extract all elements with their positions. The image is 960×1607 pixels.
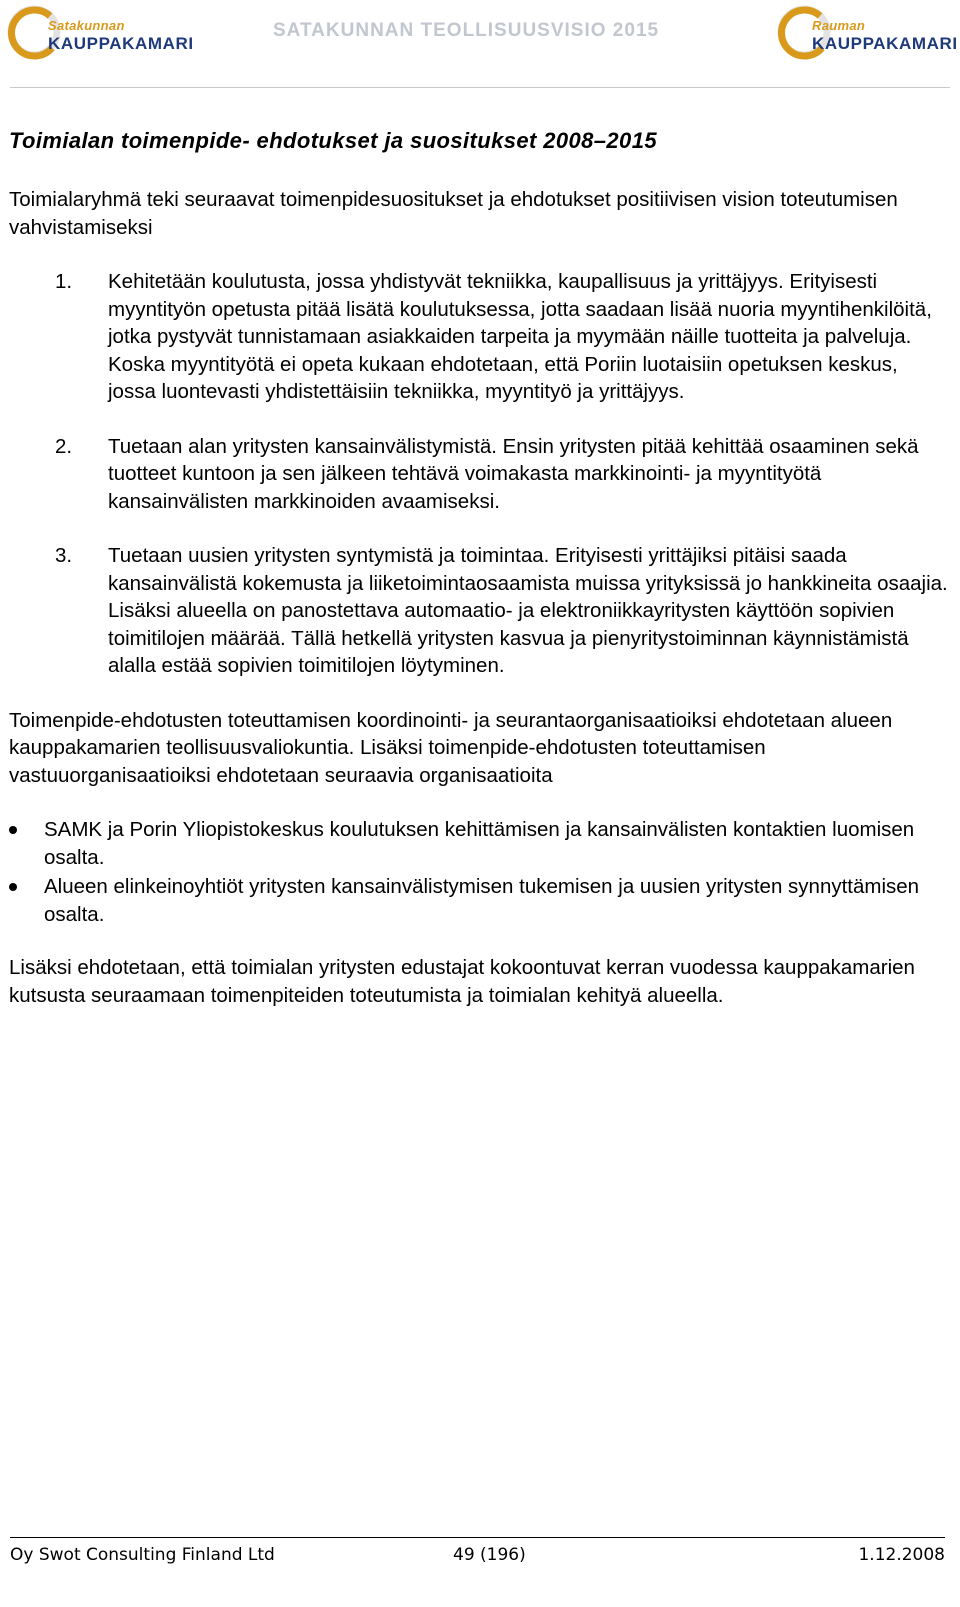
footer-date: 1.12.2008	[858, 1545, 945, 1565]
logo-top-word: Satakunnan	[48, 18, 125, 33]
recommendations-list	[9, 268, 949, 680]
list-item	[9, 542, 949, 680]
list-item-text: Kehitetään koulutusta, jossa yhdistyvät tekniikka, kaupallisuus ja yrittäjyys. Erityisesti myyntityön opetusta pitää lisätä koulutuksessa, jotta saadaan lisää nuoria myyntihenkilöitä, jotka pystyvät tunnistamaan asiakkaiden tarpeita ja myymään näille tuotteita ja palveluja. Koska myyntityötä ei opeta kukaan ehdotetaan, että Poriin luotaisiin opetuksen keskus, jossa luontevasti yhdistettäisiin tekniikka, myyntityö ja yrittäjyys.	[108, 270, 932, 403]
list-item-number: 1.	[55, 270, 73, 293]
page-footer	[10, 1545, 945, 1571]
bullet-icon	[9, 883, 17, 891]
bullet-text: Alueen elinkeinoyhtiöt yritysten kansainvälistymisen tukemisen ja uusien yritysten synnyttämisen osalta.	[44, 875, 920, 926]
rauman-kauppakamari-logo	[776, 4, 960, 60]
header-divider	[10, 87, 950, 88]
footer-divider	[10, 1537, 945, 1538]
list-item-number: 2.	[55, 434, 73, 458]
list-item	[9, 433, 949, 516]
satakunnan-kauppakamari-logo	[6, 4, 206, 60]
logo-main-word: KAUPPAKAMARI	[812, 34, 958, 53]
footer-page-number: 49 (196)	[453, 1545, 526, 1565]
section-heading: Toimialan toimenpide- ehdotukset ja suositukset 2008–2015	[9, 128, 657, 153]
list-item-text: Tuetaan uusien yritysten syntymistä ja toimintaa. Erityisesti yrittäjiksi pitäisi saada kansainvälistä kokemusta ja liiketoimintaosaamista muissa yrityksissä jo hankkineita osaajia. Lisäksi alueella on panostettava automaatio- ja elektroniikkayritysten käyttöön sopivien toimitilojen määrää. Tällä hetkellä yritysten kasvua ja pienyritystoiminnan käynnistämistä alalla estää sopivien toimitilojen löytyminen.	[108, 544, 948, 677]
list-item-number: 3.	[55, 544, 73, 567]
organisations-list	[9, 816, 949, 928]
closing-paragraph: Lisäksi ehdotetaan, että toimialan yritysten edustajat kokoontuvat kerran vuodessa kauppakamarien kutsusta seuraamaan toimenpiteiden toteutumista ja toimialan kehityä alueella.	[9, 956, 915, 1007]
page-header	[0, 0, 960, 90]
intro-paragraph: Toimialaryhmä teki seuraavat toimenpidesuositukset ja ehdotukset positiivisen vision toteutumisen vahvistamiseksi	[9, 188, 898, 239]
logo-main-word: KAUPPAKAMARI	[48, 34, 194, 53]
bullet-item	[9, 816, 949, 871]
coordination-paragraph: Toimenpide-ehdotusten toteuttamisen koordinointi- ja seurantaorganisaatioiksi ehdotetaan alueen kauppakamarien teollisuusvaliokuntia. Lisäksi toimenpide-ehdotusten toteuttamisen vastuuorganisaatioiksi ehdotetaan seuraavia organisaatioita	[9, 708, 893, 787]
header-title: SATAKUNNAN TEOLLISUUSVISIO 2015	[273, 20, 660, 41]
document-body	[9, 126, 949, 1009]
bullet-icon	[9, 826, 17, 834]
bullet-text: SAMK ja Porin Yliopistokeskus koulutuksen kehittämisen ja kansainvälisten kontaktien luomisen osalta.	[44, 818, 915, 869]
list-item	[9, 268, 949, 406]
footer-company: Oy Swot Consulting Finland Ltd	[10, 1545, 275, 1565]
list-item-text: Tuetaan alan yritysten kansainvälistymistä. Ensin yritysten pitää kehittää osaaminen sekä tuotteet kuntoon ja sen jälkeen tehtävä voimakasta markkinointi- ja myyntityötä kansainvälisten markkinoiden avaamiseksi.	[108, 434, 919, 513]
bullet-item	[9, 873, 949, 928]
logo-top-word: Rauman	[812, 18, 866, 33]
